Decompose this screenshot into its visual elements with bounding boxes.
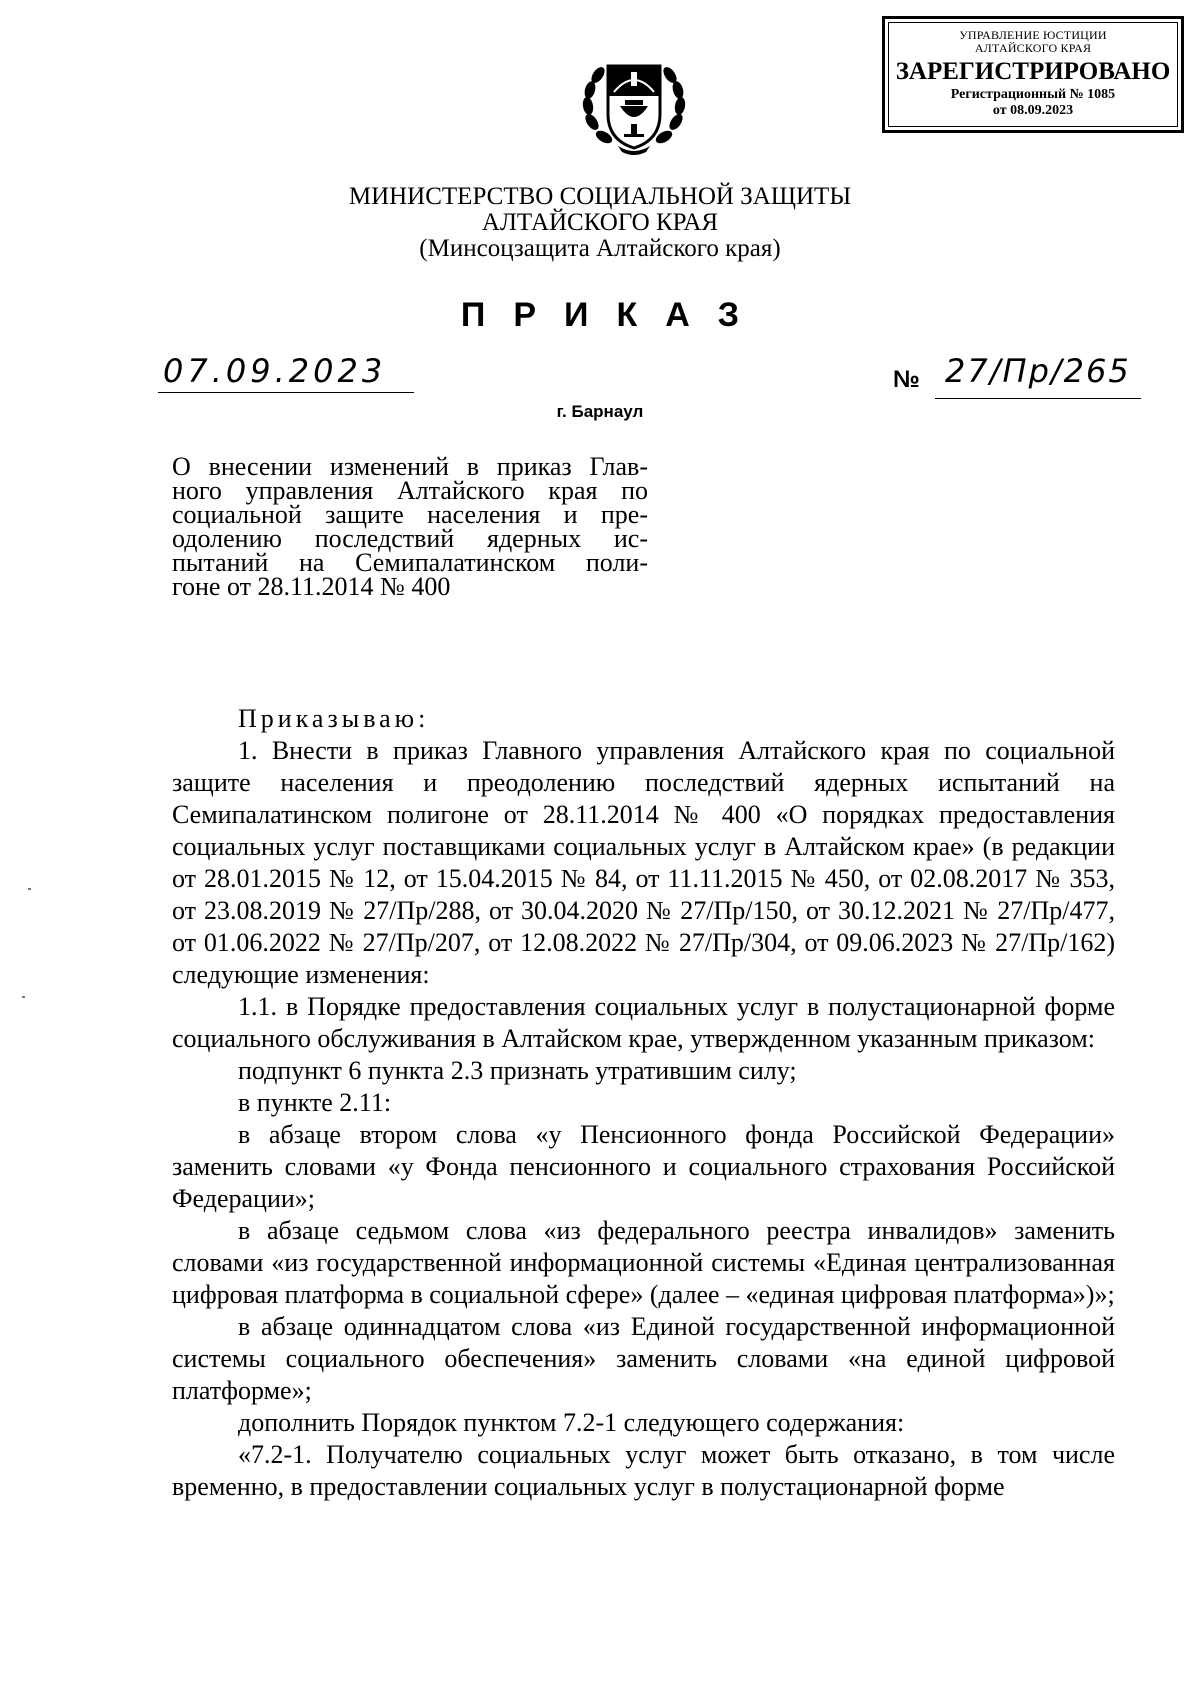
scan-speck <box>28 888 31 890</box>
ministry-name-line-1: МИНИСТЕРСТВО СОЦИАЛЬНОЙ ЗАЩИТЫ <box>348 183 852 210</box>
stamp-reg-date: от 08.09.2023 <box>992 103 1074 118</box>
handwritten-date: 07.09.2023 <box>163 352 387 390</box>
subject-line: пытаний на Семипалатинском поли- <box>172 548 648 577</box>
subject-line: ного управления Алтайского края по <box>172 476 648 505</box>
city-label: г. Барнаул <box>556 402 644 421</box>
body-paragraph: в абзаце втором слова «у Пенсионного фонда Российской Федерации» заменить словами «у Фонда пенсионного и социального страхования Российской Федерации»; <box>172 1120 1115 1213</box>
ministry-header <box>300 184 900 262</box>
stamp-line-1: УПРАВЛЕНИЕ ЮСТИЦИИ <box>959 28 1107 42</box>
number-underline <box>935 398 1141 399</box>
stamp-line-2: АЛТАЙСКОГО КРАЯ <box>974 41 1092 55</box>
date-underline <box>158 392 414 393</box>
subject-line: социальной защите населения и пре- <box>172 500 648 529</box>
body-paragraph: в пункте 2.11: <box>238 1088 392 1117</box>
body-paragraph: дополнить Порядок пунктом 7.2-1 следующего содержания: <box>238 1408 905 1437</box>
ministry-name-line-2: АЛТАЙСКОГО КРАЯ <box>481 209 719 236</box>
handwritten-number: 27/Пр/265 <box>945 352 1131 390</box>
scan-speck <box>22 996 25 998</box>
body-paragraph: в абзаце седьмом слова «из федерального реестра инвалидов» заменить словами «из государственной информационной системы «Единая централизованная цифровая платформа в социальной сфере» (далее – «единая цифровая платформа»)»; <box>172 1216 1115 1309</box>
body-paragraph: 1.1. в Порядке предоставления социальных услуг в полустационарной форме социального обслуживания в Алтайском крае, утвержденном указанным приказом: <box>172 992 1115 1053</box>
stamp-status: ЗАРЕГИСТРИРОВАНО <box>895 58 1171 85</box>
subject-line: одолению последствий ядерных ис- <box>172 524 648 553</box>
ministry-short-name: (Минсоцзащита Алтайского края) <box>419 235 781 262</box>
body-paragraph: подпункт 6 пункта 2.3 признать утратившим силу; <box>238 1056 797 1085</box>
subject-line: гоне от 28.11.2014 № 400 <box>172 572 451 601</box>
registration-stamp <box>882 16 1184 133</box>
stamp-reg-number: Регистрационный № 1085 <box>950 87 1116 102</box>
order-body <box>172 703 1115 1503</box>
subject-line: О внесении изменений в приказ Глав- <box>172 452 648 481</box>
body-paragraph: 1. Внести в приказ Главного управления Алтайского края по социальной защите населения и преодолению последствий ядерных испытаний на Семипалатинском полигоне от 28.11.2014 № 400 «О порядках предоставления социальных услуг поставщиками социальных услуг в Алтайском крае» (в редакции от 28.01.2015 № 12, от 15.04.2015 № 84, от 11.11.2015 № 450, от 02.08.2017 № 353, от 23.08.2019 № 27/Пр/288, от 30.04.2020 № 27/Пр/150, от 30.12.2021 № 27/Пр/477, от 01.06.2022 № 27/Пр/207, от 12.08.2022 № 27/Пр/304, от 09.06.2023 № 27/Пр/162) следующие изменения: <box>172 736 1115 989</box>
body-paragraph: в абзаце одиннадцатом слова «из Единой государственной информационной системы социального обеспечения» заменить словами «на единой цифровой платформе»; <box>172 1312 1115 1405</box>
document-type-title: ПРИКАЗ <box>460 296 768 334</box>
order-subject <box>172 452 648 601</box>
coat-of-arms-emblem <box>578 48 690 160</box>
number-sign: № <box>893 366 920 393</box>
order-word: Приказываю: <box>238 704 430 733</box>
body-paragraph: «7.2-1. Получателю социальных услуг может быть отказано, в том числе временно, в предоставлении социальных услуг в полустационарной форме <box>172 1440 1115 1501</box>
